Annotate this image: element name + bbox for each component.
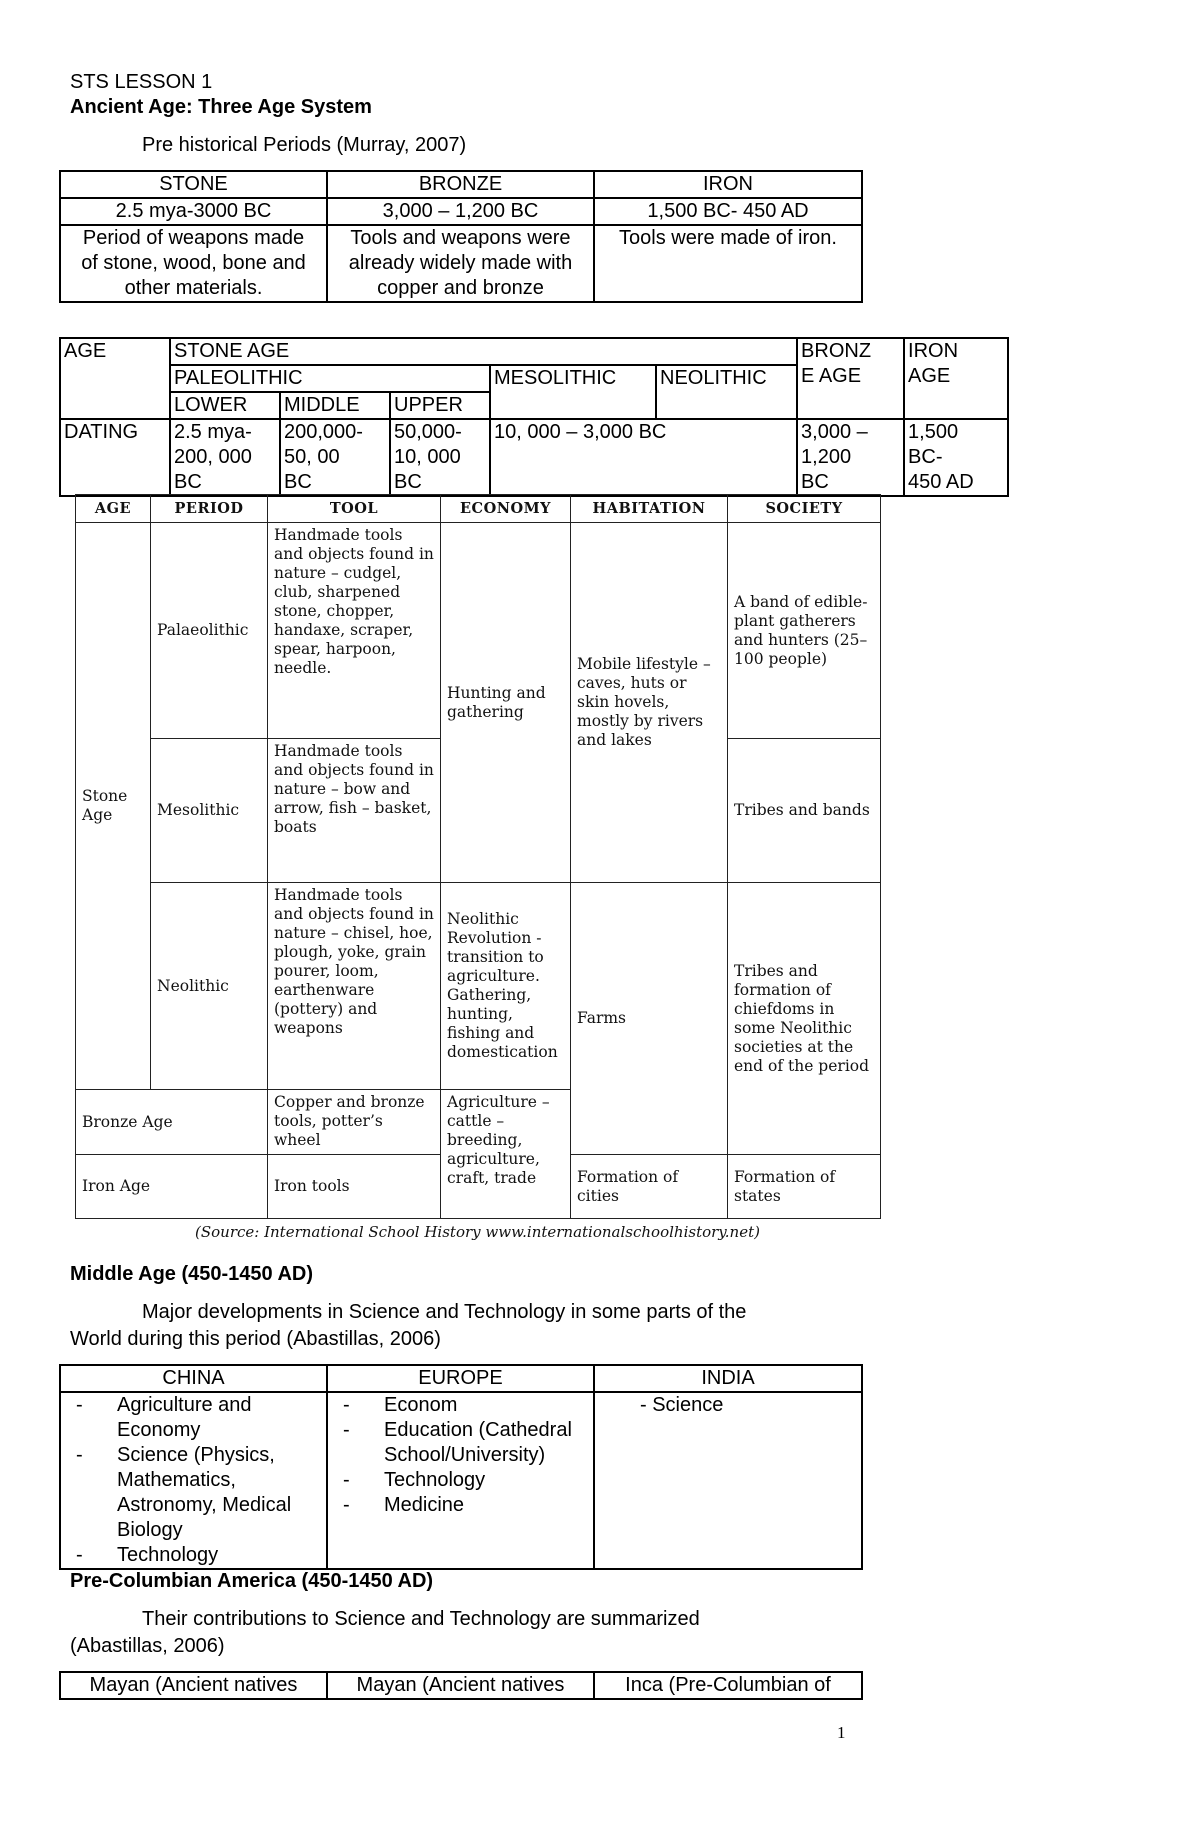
iron-date	[904, 419, 1008, 496]
scan-econ-neolithic: Neolithic Revolution -transition to agriculture. Gathering, hunting, fishing and domestication	[441, 883, 571, 1090]
date-line: 200, 000	[174, 446, 252, 468]
desc-iron	[594, 225, 862, 302]
date-line: BC	[174, 471, 202, 493]
scan-tool-neolithic: Handmade tools and objects found in nature – chisel, hoe, plough, yoke, grain pourer, loom, earthenware (pottery) and weapons	[268, 883, 441, 1090]
header-stone: STONE	[60, 171, 327, 198]
date-line: 450 AD	[908, 471, 974, 493]
china-list	[64, 1393, 323, 1568]
header-mayan-1: Mayan (Ancient natives	[60, 1672, 327, 1699]
list-item: - Education (Cathedral School/University)	[331, 1418, 590, 1468]
scan-paleolithic: Palaeolithic	[151, 523, 268, 739]
middle-age-intro-line1: Major developments in Science and Technology in some parts of the	[142, 1301, 747, 1323]
prehistoric-intro: Pre historical Periods (Murray, 2007)	[142, 134, 467, 156]
scan-header-period: PERIOD	[151, 495, 268, 523]
india-list-cell	[594, 1392, 862, 1569]
pre-columbian-table	[59, 1671, 863, 1700]
header-mayan-2: Mayan (Ancient natives	[327, 1672, 594, 1699]
neolithic-label: NEOLITHIC	[656, 365, 797, 419]
scan-hab-mobile: Mobile lifestyle – caves, huts or skin hovels, mostly by rivers and lakes	[571, 523, 728, 883]
scanned-history-table	[75, 494, 880, 1219]
scan-econ-hunting: Hunting and gathering	[441, 523, 571, 883]
middle-age-title: Middle Age (450-1450 AD)	[70, 1263, 314, 1285]
scan-soc-paleolithic: A band of edible-plant gatherers and hunters (25–100 people)	[728, 523, 881, 739]
desc-bronze-line: already widely made with	[348, 252, 573, 274]
list-item: - Medicine	[331, 1493, 590, 1518]
iron-age-label	[904, 338, 1008, 419]
dating-label: DATING	[60, 419, 170, 496]
lower-date	[170, 419, 280, 496]
date-line: 3,000 –	[801, 421, 868, 443]
scan-soc-mesolithic: Tribes and bands	[728, 739, 881, 883]
desc-stone	[60, 225, 327, 302]
scan-source-caption: (Source: International School History www.internationalschoolhistory.net)	[195, 1223, 760, 1241]
middle-age-table	[59, 1364, 863, 1570]
bronze-date	[797, 419, 904, 496]
stone-age-label: STONE AGE	[170, 338, 797, 365]
header-china: CHINA	[60, 1365, 327, 1392]
mesolithic-label: MESOLITHIC	[490, 365, 656, 419]
header-inca: Inca (Pre-Columbian of	[594, 1672, 862, 1699]
scan-hab-farms: Farms	[571, 883, 728, 1155]
date-line: 200,000-	[284, 421, 363, 443]
europe-list-cell	[327, 1392, 594, 1569]
scan-tool-iron: Iron tools	[268, 1155, 441, 1219]
list-item: - Agriculture and Economy	[64, 1393, 323, 1443]
date-line: 50, 00	[284, 446, 340, 468]
date-line: 10, 000	[394, 446, 461, 468]
date-line: BC-	[908, 446, 943, 468]
pre-columbian-intro-line1: Their contributions to Science and Technology are summarized	[142, 1608, 700, 1630]
section-title: Ancient Age: Three Age System	[70, 96, 372, 118]
middle-date	[280, 419, 390, 496]
list-item: - Technology	[331, 1468, 590, 1493]
scan-soc-neolithic: Tribes and formation of chiefdoms in some Neolithic societies at the end of the period	[728, 883, 881, 1155]
date-line: 1,200	[801, 446, 852, 468]
desc-iron-line: Tools were made of iron.	[619, 227, 837, 249]
header-iron: IRON	[594, 171, 862, 198]
date-line: 1,500	[908, 421, 959, 443]
scan-header-tool: TOOL	[268, 495, 441, 523]
bronze-age-line: E AGE	[801, 365, 862, 387]
scan-hab-cities: Formation of cities	[571, 1155, 728, 1219]
desc-bronze-line: Tools and weapons were	[350, 227, 571, 249]
page-number: 1	[837, 1723, 846, 1742]
desc-bronze-line: copper and bronze	[377, 277, 544, 299]
list-item: - Technology	[64, 1543, 323, 1568]
bronze-age-line: BRONZ	[801, 340, 872, 362]
date-line: 50,000-	[394, 421, 462, 443]
desc-stone-line: Period of weapons made	[82, 227, 305, 249]
scan-econ-later: Agriculture – cattle – breeding, agriculture, craft, trade	[441, 1090, 571, 1219]
meso-neo-date: 10, 000 – 3,000 BC	[490, 419, 797, 496]
date-bronze: 3,000 – 1,200 BC	[327, 198, 594, 225]
china-list-cell	[60, 1392, 327, 1569]
scan-iron-age: Iron Age	[76, 1155, 268, 1219]
list-item: - Science (Physics, Mathematics, Astronomy, Medical Biology	[64, 1443, 323, 1543]
europe-list	[331, 1393, 590, 1518]
date-line: 2.5 mya-	[174, 421, 252, 443]
pre-columbian-title: Pre-Columbian America (450-1450 AD)	[70, 1570, 434, 1592]
header-india: INDIA	[594, 1365, 862, 1392]
date-iron: 1,500 BC- 450 AD	[594, 198, 862, 225]
scan-header-society: SOCIETY	[728, 495, 881, 523]
three-age-table	[59, 170, 863, 303]
age-dating-table	[59, 337, 1009, 497]
lesson-label: STS LESSON 1	[70, 71, 213, 93]
list-item: - Econom	[331, 1393, 590, 1418]
date-line: BC	[801, 471, 829, 493]
upper-label: UPPER	[390, 392, 490, 419]
date-line: BC	[394, 471, 422, 493]
iron-age-line: AGE	[908, 365, 951, 387]
age-label: AGE	[60, 338, 170, 419]
middle-label: MIDDLE	[280, 392, 390, 419]
scan-header-age: AGE	[76, 495, 151, 523]
header-bronze: BRONZE	[327, 171, 594, 198]
scan-header-economy: ECONOMY	[441, 495, 571, 523]
scan-tool-bronze: Copper and bronze tools, potter’s wheel	[268, 1090, 441, 1155]
scan-tool-paleolithic: Handmade tools and objects found in nature – cudgel, club, sharpened stone, chopper, handaxe, scraper, spear, harpoon, needle.	[268, 523, 441, 739]
iron-age-line: IRON	[908, 340, 959, 362]
desc-bronze	[327, 225, 594, 302]
scan-stone-age: Stone Age	[76, 523, 151, 1090]
date-stone: 2.5 mya-3000 BC	[60, 198, 327, 225]
desc-stone-line: other materials.	[124, 277, 263, 299]
date-line: BC	[284, 471, 312, 493]
scan-header-habitation: HABITATION	[571, 495, 728, 523]
pre-columbian-intro-line2: (Abastillas, 2006)	[70, 1635, 225, 1657]
bronze-age-label	[797, 338, 904, 419]
upper-date	[390, 419, 490, 496]
scan-soc-states: Formation of states	[728, 1155, 881, 1219]
india-item: - Science	[640, 1394, 724, 1416]
middle-age-intro-line2: World during this period (Abastillas, 2006)	[70, 1328, 441, 1350]
header-europe: EUROPE	[327, 1365, 594, 1392]
list-item: Science	[652, 1394, 724, 1416]
scan-tool-mesolithic: Handmade tools and objects found in nature – bow and arrow, fish – basket, boats	[268, 739, 441, 883]
scan-neolithic: Neolithic	[151, 883, 268, 1090]
desc-stone-line: of stone, wood, bone and	[81, 252, 306, 274]
lower-label: LOWER	[170, 392, 280, 419]
scan-mesolithic: Mesolithic	[151, 739, 268, 883]
scan-bronze-age: Bronze Age	[76, 1090, 268, 1155]
paleolithic-label: PALEOLITHIC	[170, 365, 490, 392]
